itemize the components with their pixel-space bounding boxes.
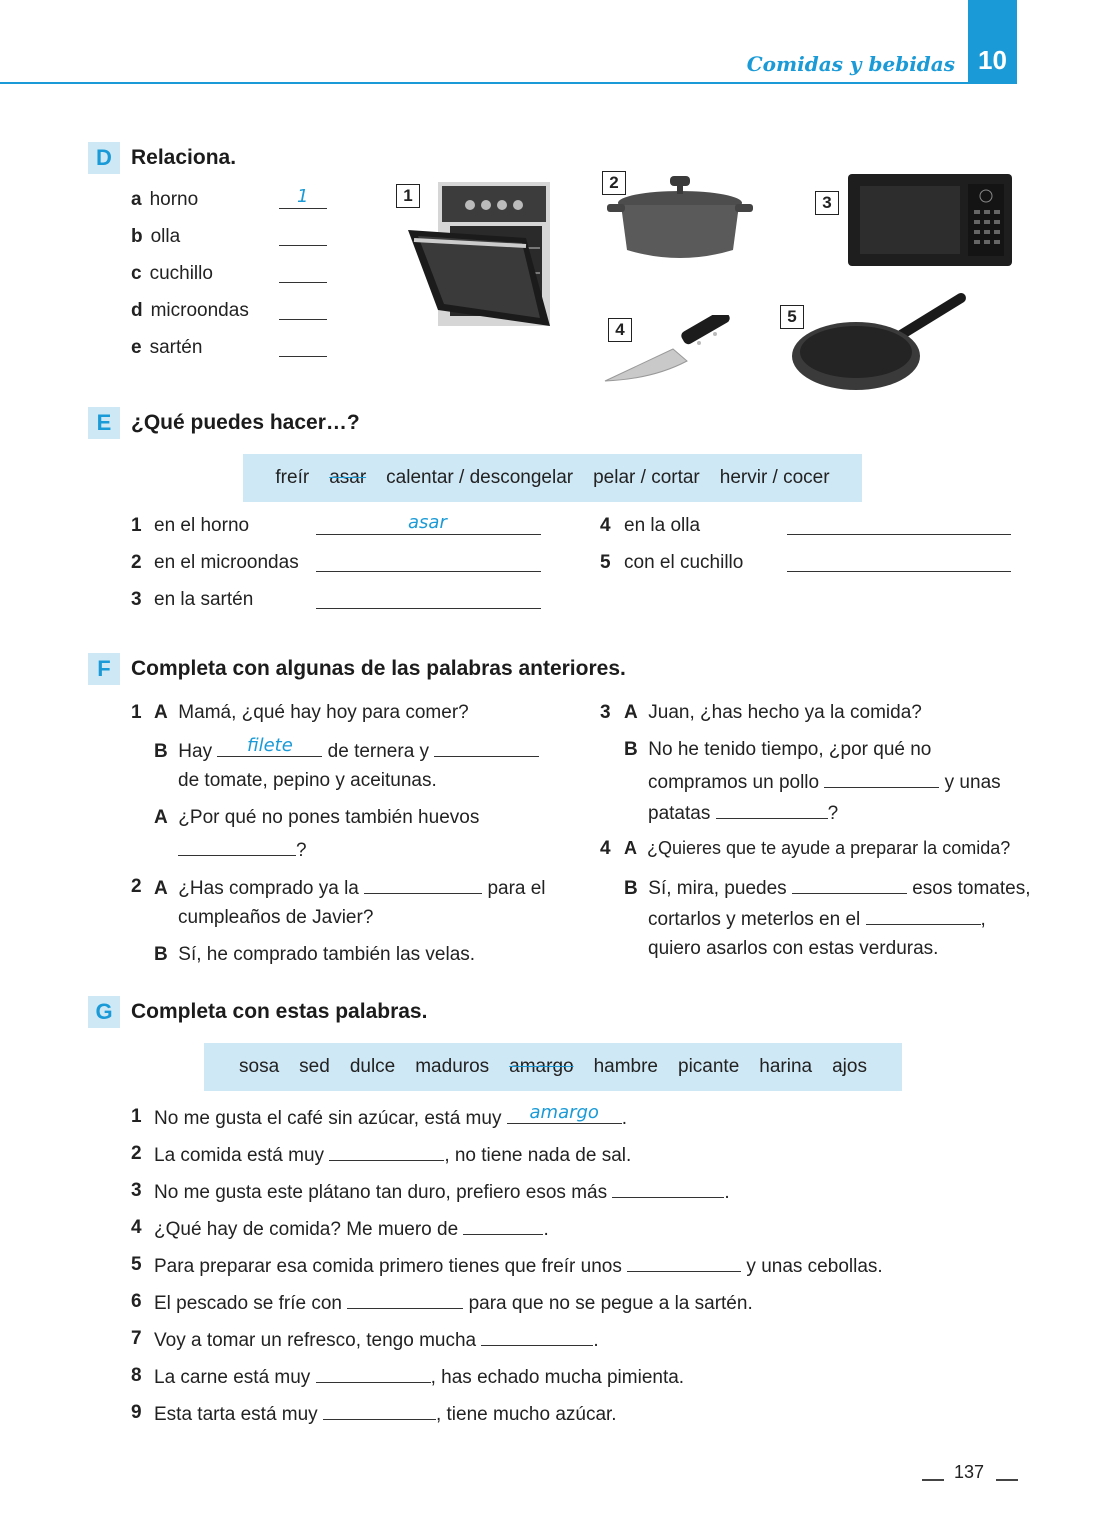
sentence: La carne está muy , has echado mucha pimienta. [154,1367,685,1388]
section-d-title: Relaciona. [131,146,237,169]
match-answer-a[interactable]: 1 [279,189,327,209]
dialogue-line: B Hay filete de ternera y [154,739,539,763]
microwave-image [846,172,1014,268]
dialogue-line: ? [178,838,307,862]
match-answer-d[interactable] [279,300,327,320]
item-number: 7 [131,1328,142,1349]
item-number: 9 [131,1402,142,1423]
answer-blank[interactable] [481,1328,593,1346]
answer-blank[interactable] [316,1365,431,1383]
item-number: 1 [131,515,142,536]
answer-blank[interactable] [792,876,907,894]
section-g-badge: G [88,996,120,1028]
footer-rule [922,1479,944,1481]
section-f-badge: F [88,653,120,685]
dialogue-line: cortarlos y meterlos en el , [648,909,986,930]
answer-blank[interactable] [612,1180,724,1198]
section-d-badge: D [88,142,120,174]
match-item-a: a horno [131,189,199,210]
item-number: 1 [131,1106,142,1127]
dialogue-line: A ¿Quieres que te ayude a preparar la comida? [624,838,1011,858]
word-bank-g [204,1043,902,1091]
dialogue-line: A ¿Has comprado ya la para el [154,878,546,899]
section-f-title: Completa con algunas de las palabras anteriores. [131,657,626,680]
answer-blank[interactable]: amargo [507,1106,622,1124]
answer-blank[interactable] [716,801,828,819]
match-answer-c[interactable] [279,263,327,283]
word-bank-item: ajos [832,1056,867,1077]
item-text: con el cuchillo [624,552,744,573]
answer-blank[interactable] [347,1291,463,1309]
dialogue-number: 1 [131,702,142,723]
picture-number-5: 5 [780,305,804,329]
item-number: 8 [131,1365,142,1386]
item-text: en la olla [624,515,701,536]
answer-blank[interactable] [434,739,539,757]
word-bank-item: amargo [509,1056,574,1077]
dialogue-number: 3 [600,702,611,723]
item-number: 6 [131,1291,142,1312]
answer-blank[interactable] [316,552,541,572]
answer-blank[interactable] [627,1254,741,1272]
answer-blank[interactable] [463,1217,543,1235]
answer-blank[interactable] [364,876,482,894]
sentence: No me gusta este plátano tan duro, prefiero esos más . [154,1182,730,1203]
page-number: 137 [953,1462,984,1482]
word-bank-item: calentar / descongelar [386,467,574,488]
section-e-title: ¿Qué puedes hacer…? [131,411,360,434]
picture-number-1: 1 [396,184,420,208]
dialogue-number: 4 [600,838,611,859]
dialogue-line: B Sí, mira, puedes esos tomates, [624,878,1031,899]
item-number: 2 [131,552,142,573]
section-e-badge: E [88,407,120,439]
match-item-b: b olla [131,226,181,247]
item-text: en la sartén [154,589,254,610]
item-number: 5 [131,1254,142,1275]
match-item-c: c cuchillo [131,263,213,284]
item-text: en el microondas [154,552,299,573]
item-number: 4 [600,515,611,536]
answer-blank[interactable] [787,515,1011,535]
word-bank-item: sed [299,1056,330,1077]
word-bank-e [243,454,862,502]
picture-number-3: 3 [815,191,839,215]
answer-blank[interactable]: asar [316,515,541,535]
answer-blank[interactable] [323,1402,436,1420]
word-bank-item: freír [275,467,310,488]
item-number: 2 [131,1143,142,1164]
item-number: 3 [131,1180,142,1201]
section-g-title: Completa con estas palabras. [131,1000,428,1023]
answer-blank[interactable] [178,838,296,856]
answer-blank[interactable] [866,907,981,925]
unit-number: 10 [968,0,1017,84]
sentence: La comida está muy , no tiene nada de sal. [154,1145,632,1166]
picture-number-4: 4 [608,318,632,342]
dialogue-number: 2 [131,876,142,897]
word-bank-item: hervir / cocer [719,467,830,488]
dialogue-line: quiero asarlos con estas verduras. [648,938,939,959]
dialogue-line: A ¿Por qué no pones también huevos [154,807,480,828]
word-bank-item: maduros [415,1056,490,1077]
item-number: 5 [600,552,611,573]
sentence: No me gusta el café sin azúcar, está muy amargo . [154,1102,628,1129]
dialogue-line: B No he tenido tiempo, ¿por qué no [624,739,932,760]
item-number: 3 [131,589,142,610]
frying-pan-image [786,288,970,398]
dialogue-line: cumpleaños de Javier? [178,907,374,928]
chapter-title: Comidas y bebidas [746,52,955,76]
dialogue-line: de tomate, pepino y aceitunas. [178,770,437,791]
item-number: 4 [131,1217,142,1238]
sentence: El pescado se fríe con para que no se pegue a la sartén. [154,1293,753,1314]
word-bank-item: asar [329,467,367,488]
word-bank-item: hambre [593,1056,658,1077]
sentence: ¿Qué hay de comida? Me muero de . [154,1219,549,1240]
answer-blank[interactable] [787,552,1011,572]
word-bank-item: sosa [239,1056,280,1077]
dialogue-line: compramos un pollo y unas [648,772,1001,793]
dialogue-line: A Juan, ¿has hecho ya la comida? [624,702,922,723]
dialogue-line: patatas ? [648,803,839,824]
answer-blank[interactable] [824,770,939,788]
sentence: Voy a tomar un refresco, tengo mucha . [154,1330,599,1351]
word-bank-item: picante [678,1056,740,1077]
picture-number-2: 2 [602,171,626,195]
sentence: Esta tarta está muy , tiene mucho azúcar. [154,1404,617,1425]
answer-blank[interactable]: filete [217,739,322,757]
footer-rule [996,1479,1018,1481]
dialogue-line: B Sí, he comprado también las velas. [154,944,476,965]
answer-blank[interactable] [316,589,541,609]
match-item-e: e sartén [131,337,203,358]
word-bank-item: dulce [349,1056,396,1077]
match-answer-b[interactable] [279,226,327,246]
item-text: en el horno [154,515,250,536]
word-bank-item: harina [759,1056,813,1077]
match-item-d: d microondas [131,300,249,321]
word-bank-item: pelar / cortar [593,467,700,488]
pot-image [605,170,755,265]
match-answer-e[interactable] [279,337,327,357]
header-rule [0,82,968,84]
answer-blank[interactable] [329,1143,444,1161]
oven-image [400,178,570,330]
dialogue-line: A Mamá, ¿qué hay hoy para comer? [154,702,469,723]
sentence: Para preparar esa comida primero tienes que freír unos y unas cebollas. [154,1256,883,1277]
